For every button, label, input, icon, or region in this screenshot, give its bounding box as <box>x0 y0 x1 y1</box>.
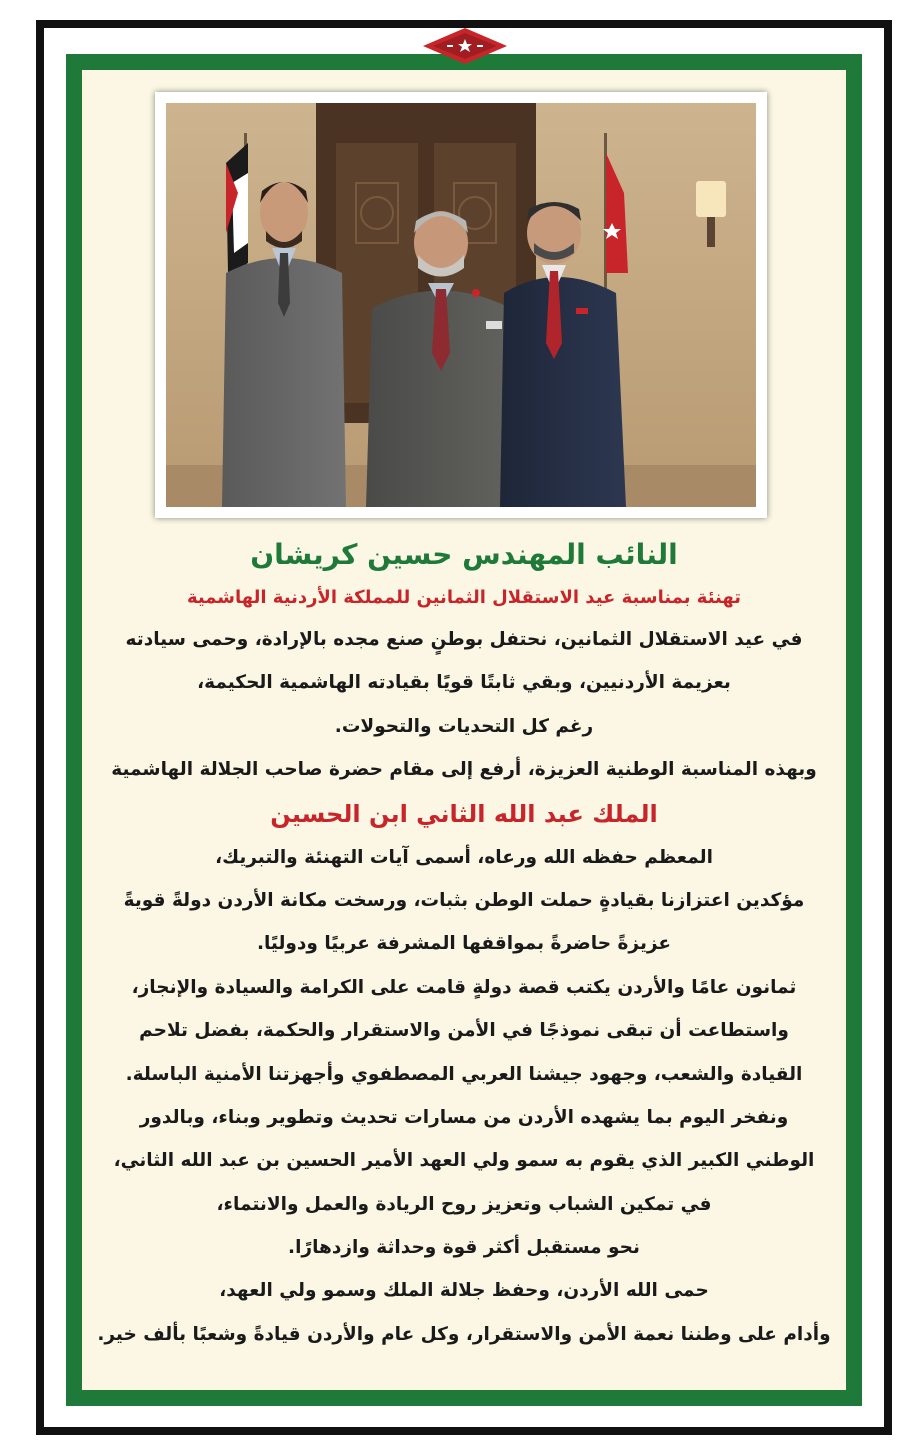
group-photo <box>166 103 756 507</box>
paragraph-line: وأدام على وطننا نعمة الأمن والاستقرار، وكل عام والأردن قيادةً وشعبًا بألف خير. <box>97 1323 831 1345</box>
paragraph-line: الوطني الكبير الذي يقوم به سمو ولي العهد الأمير الحسين بن عبد الله الثاني، <box>113 1150 815 1172</box>
king-title: الملك عبد الله الثاني ابن الحسين <box>270 799 658 828</box>
paragraph-line: وبهذه المناسبة الوطنية العزيزة، أرفع إلى مقام حضرة صاحب الجلالة الهاشمية <box>111 759 817 781</box>
congratulation-subtitle: تهنئة بمناسبة عيد الاستقلال الثمانين للمملكة الأردنية الهاشمية <box>186 587 742 608</box>
paragraph-line: حمى الله الأردن، وحفظ جلالة الملك وسمو ولي العهد، <box>219 1280 709 1302</box>
paragraph-line: ونفخر اليوم بما يشهده الأردن من مسارات تحديث وتطوير وبناء، وبالدور <box>139 1106 789 1128</box>
paragraph-line: ثمانون عامًا والأردن يكتب قصة دولةٍ قامت على الكرامة والسيادة والإنجاز، <box>131 976 797 998</box>
paragraph-line: في عيد الاستقلال الثمانين، نحتفل بوطنٍ صنع مجده بالإرادة، وحمى سيادته <box>125 629 803 650</box>
text-block <box>88 530 840 1356</box>
paragraph-line: نحو مستقبل أكثر قوة وحداثة وازدهارًا. <box>288 1237 640 1259</box>
paragraph-line: القيادة والشعب، وجهود جيشنا العربي المصطفوي وأجهزتنا الأمنية الباسلة. <box>125 1063 803 1085</box>
paragraph-line: عزيزةً حاضرةً بمواقفها المشرفة عربيًا ودوليًا. <box>256 933 672 955</box>
jordan-flag-star-ornament-icon <box>421 26 509 66</box>
paragraph-line: رغم كل التحديات والتحولات. <box>334 715 594 737</box>
mp-name-title: النائب المهندس حسين كريشان <box>250 538 678 571</box>
paragraph-line: في تمكين الشباب وتعزيز روح الريادة والعمل والانتماء، <box>216 1193 712 1215</box>
paragraph-line: المعظم حفظه الله ورعاه، أسمى آيات التهنئة والتبريك، <box>215 846 713 868</box>
paragraph-line: واستطاعت أن تبقى نموذجًا في الأمن والاستقرار والحكمة، بفضل تلاحم <box>139 1020 789 1042</box>
paragraph-line: مؤكدين اعتزازنا بقيادةٍ حملت الوطن بثبات، ورسخت مكانة الأردن دولةً قويةً <box>123 889 805 911</box>
paragraph-line: بعزيمة الأردنيين، وبقي ثابتًا قويًا بقيادته الهاشمية الحكيمة، <box>197 672 731 694</box>
